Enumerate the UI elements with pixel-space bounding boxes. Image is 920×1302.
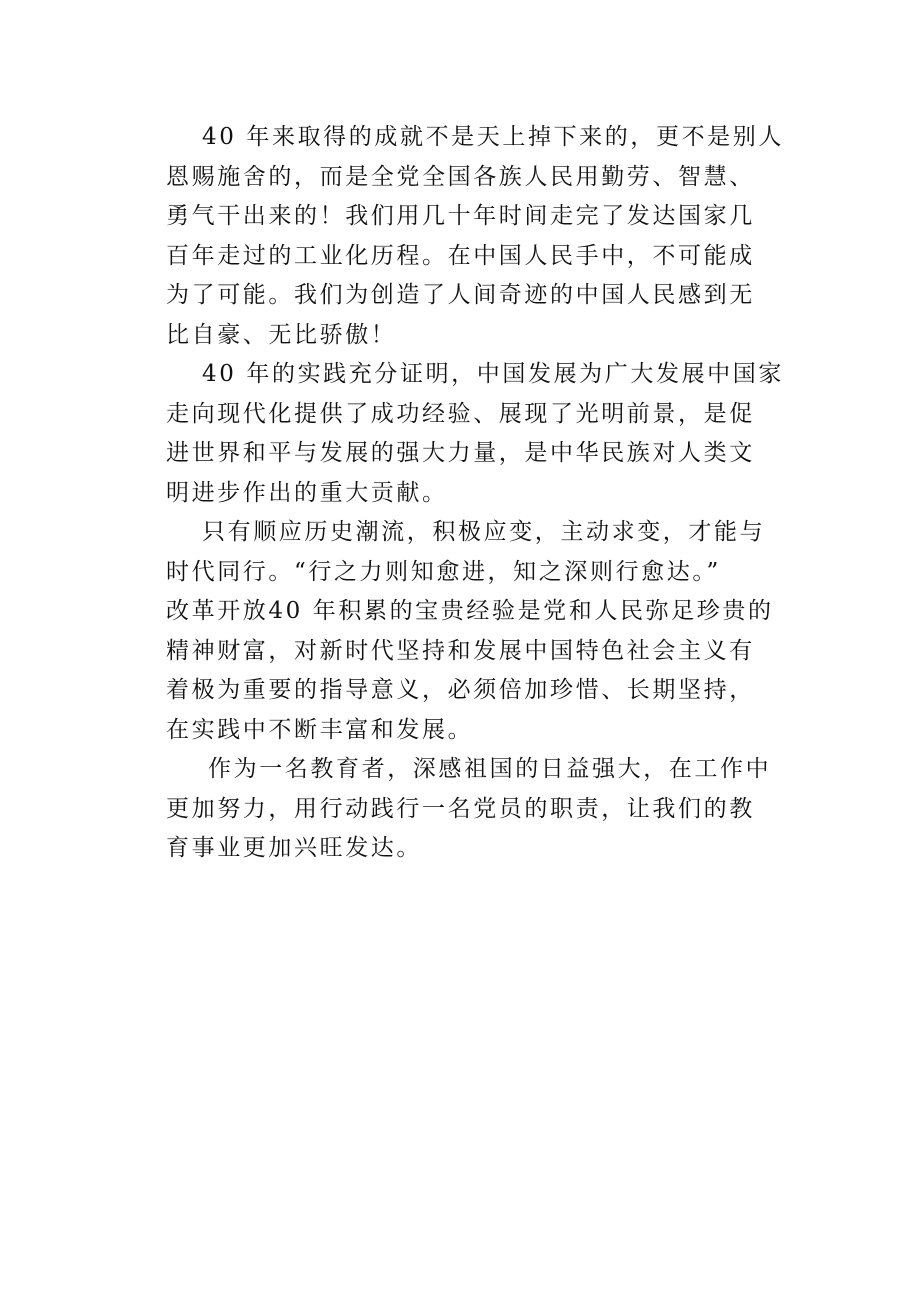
paragraph-line: 在实践中不断丰富和发展。: [166, 716, 474, 743]
paragraph-line: 精神财富，对新时代坚持和发展中国特色社会主义有: [166, 637, 755, 664]
paragraph-history: [166, 513, 774, 750]
paragraph-line: 进世界和平与发展的强大力量，是中华民族对人类文: [166, 440, 755, 466]
paragraph-practice: [166, 355, 784, 513]
paragraph-line: 更加努力，用行动践行一名党员的职责，让我们的教: [166, 795, 755, 822]
document-body: [166, 118, 784, 869]
paragraph-line: 40 年来取得的成就不是天上掉下来的，更不是别人: [202, 124, 784, 150]
paragraph-line: 育事业更加兴旺发达。: [166, 835, 422, 861]
paragraph-line: 只有顺应历史潮流，积极应变，主动求变，才能与: [202, 519, 766, 545]
paragraph-line: 着极为重要的指导意义，必须倍加珍惜、长期坚持，: [166, 677, 755, 703]
paragraph-line: 时代同行。“行之力则知愈进，知之深则行愈达。”: [166, 558, 721, 585]
paragraph-line: 勇气干出来的！我们用几十年时间走完了发达国家几: [166, 203, 755, 229]
paragraph-line: 40 年的实践充分证明，中国发展为广大发展中国家: [202, 361, 784, 387]
paragraph-line: 百年走过的工业化历程。在中国人民手中，不可能成: [166, 242, 755, 269]
paragraph-line: 走向现代化提供了成功经验、展现了光明前景，是促: [166, 400, 755, 427]
paragraph-line: 明进步作出的重大贡献。: [166, 479, 448, 506]
paragraph-line: 改革开放40 年积累的宝贵经验是党和人民弥足珍贵的: [166, 598, 774, 624]
paragraph-line: 比自豪、无比骄傲！: [166, 321, 397, 348]
paragraph-educator: [166, 750, 772, 869]
paragraph-achievements: [166, 118, 784, 355]
paragraph-line: 为了可能。我们为创造了人间奇迹的中国人民感到无: [166, 282, 755, 308]
paragraph-line: 恩赐施舍的，而是全党全国各族人民用勤劳、智慧、: [166, 163, 755, 190]
paragraph-line: 作为一名教育者，深感祖国的日益强大，在工作中: [208, 756, 772, 782]
